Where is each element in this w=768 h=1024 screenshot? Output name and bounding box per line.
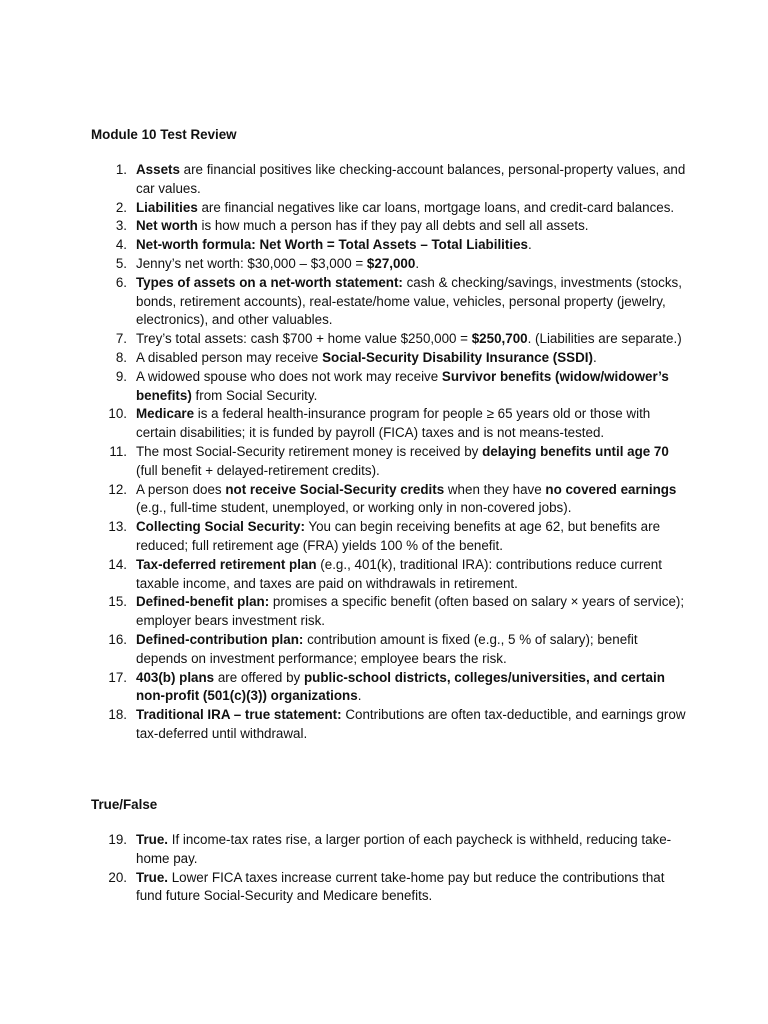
item-bold-text: Assets — [136, 162, 180, 177]
item-text: . (Liabilities are separate.) — [527, 331, 682, 347]
item-bold-text: no covered earnings — [545, 481, 677, 497]
list-item — [91, 349, 691, 368]
item-number: 8. — [115, 349, 127, 365]
item-text: . — [527, 237, 532, 253]
item-text: promises a specific benefit (often based on salary × years of service); employer bears investment risk. — [136, 594, 685, 629]
item-bold-text: not receive Social-Security credits — [225, 481, 445, 497]
true-false-heading: True/False — [91, 797, 158, 812]
item-number: 15. — [108, 594, 127, 610]
list-item — [91, 831, 691, 869]
item-number: 18. — [108, 707, 127, 723]
list-item — [91, 556, 691, 594]
item-number: 11. — [109, 443, 127, 459]
list-item — [91, 631, 691, 669]
item-bold-text: Defined-contribution plan: — [136, 631, 304, 647]
list-item — [91, 481, 691, 519]
item-bold-text: $27,000 — [366, 255, 416, 271]
item-number: 16. — [108, 631, 127, 647]
item-number: 10. — [108, 406, 127, 422]
list-item — [91, 236, 691, 255]
list-item — [91, 593, 691, 631]
item-bold-text: Survivor benefits (widow/widower’s benefits) — [136, 368, 669, 403]
item-text: are offered by — [214, 669, 304, 685]
list-item — [91, 518, 691, 556]
list-item — [91, 255, 691, 274]
item-number: 2. — [115, 199, 127, 215]
list-item — [91, 405, 691, 443]
item-number: 9. — [115, 368, 127, 384]
item-bold-text: Types of assets on a net-worth statement: — [136, 274, 403, 290]
item-text: contribution amount is fixed (e.g., 5 % of salary); benefit depends on investment performance; employee bears the risk. — [136, 631, 638, 666]
list-item — [91, 869, 691, 907]
item-text: when they have — [444, 481, 546, 497]
item-text: . — [415, 255, 420, 271]
item-bold-text: Net-worth formula: Net Worth = Total Assets – Total Liabilities — [136, 237, 528, 253]
item-text: (full benefit + delayed-retirement credits). — [136, 462, 380, 478]
item-bold-text: Medicare — [136, 406, 195, 422]
item-number: 1. — [115, 162, 127, 177]
item-text: Lower FICA taxes increase current take-home pay but reduce the contributions that fund future Social-Security and Medicare benefits. — [136, 869, 665, 904]
item-number: 5. — [115, 255, 127, 271]
item-text: cash & checking/savings, investments (stocks, bonds, retirement accounts), real-estate/home value, vehicles, personal property (jewelry, electronics), and other valuables. — [136, 274, 682, 328]
item-text: Contributions are often tax-deductible, and earnings grow tax-deferred until withdrawal. — [136, 707, 686, 741]
item-bold-text: delaying benefits until age 70 — [482, 443, 669, 459]
item-number: 13. — [108, 519, 127, 535]
document-title: Module 10 Test Review — [91, 127, 237, 142]
item-text: . — [357, 688, 362, 704]
item-text: is how much a person has if they pay all debts and sell all assets. — [197, 218, 589, 234]
item-bold-text: True. — [136, 869, 168, 885]
item-text: is a federal health-insurance program for people ≥ 65 years old or those with certain disabilities; it is funded by payroll (FICA) taxes and is not means-tested. — [136, 406, 651, 441]
item-text: A person does — [136, 481, 226, 497]
item-text: The most Social-Security retirement money is received by — [136, 443, 483, 459]
review-list — [91, 161, 691, 744]
list-item — [91, 368, 691, 406]
item-number: 17. — [108, 669, 127, 685]
item-number: 7. — [115, 331, 127, 347]
item-bold-text: Tax-deferred retirement plan — [136, 556, 317, 572]
item-text: (e.g., 401(k), traditional IRA): contributions reduce current taxable income, and taxes are paid on withdrawals in retirement. — [136, 556, 662, 591]
item-text: are financial positives like checking-account balances, personal-property values, and car values. — [136, 162, 686, 196]
list-item — [91, 274, 691, 330]
item-number: 6. — [115, 274, 127, 290]
item-bold-text: Collecting Social Security: — [136, 519, 305, 535]
item-text: from Social Security. — [191, 387, 318, 403]
item-number: 19. — [108, 832, 127, 847]
item-bold-text: 403(b) plans — [136, 669, 215, 685]
item-number: 12. — [108, 481, 127, 497]
list-item — [91, 161, 691, 199]
list-item — [91, 706, 691, 744]
item-text: A widowed spouse who does not work may receive — [136, 368, 442, 384]
item-text: (e.g., full-time student, unemployed, or working only in non-covered jobs). — [136, 500, 572, 516]
list-item — [91, 199, 691, 218]
item-number: 4. — [115, 237, 127, 253]
item-bold-text: Liabilities — [136, 199, 198, 215]
item-text: A disabled person may receive — [136, 349, 323, 365]
item-number: 20. — [108, 869, 127, 885]
list-item — [91, 443, 691, 481]
item-bold-text: Social-Security Disability Insurance (SSDI) — [322, 349, 593, 365]
item-text: If income-tax rates rise, a larger portion of each paycheck is withheld, reducing take-home pay. — [136, 832, 672, 866]
list-item — [91, 217, 691, 236]
item-bold-text: Defined-benefit plan: — [136, 594, 270, 610]
item-text: Jenny’s net worth: $30,000 – $3,000 = — [136, 255, 367, 271]
item-text: . — [592, 349, 597, 365]
item-number: 14. — [108, 556, 127, 572]
item-text: Trey’s total assets: cash $700 + home value $250,000 = — [136, 331, 472, 347]
list-item — [91, 669, 691, 707]
item-bold-text: public-school districts, colleges/universities, and certain non-profit (501(c)(3)) organizations — [136, 669, 665, 704]
list-item — [91, 330, 691, 349]
item-bold-text: Traditional IRA – true statement: — [136, 707, 342, 723]
item-bold-text: $250,700 — [471, 331, 528, 347]
true-false-list — [91, 831, 691, 906]
item-text: are financial negatives like car loans, mortgage loans, and credit-card balances. — [197, 199, 675, 215]
item-text: You can begin receiving benefits at age 62, but benefits are reduced; full retirement age (FRA) yields 100 % of the benefit. — [136, 519, 661, 553]
item-bold-text: True. — [136, 832, 168, 847]
item-bold-text: Net worth — [136, 218, 198, 234]
item-number: 3. — [115, 218, 127, 234]
